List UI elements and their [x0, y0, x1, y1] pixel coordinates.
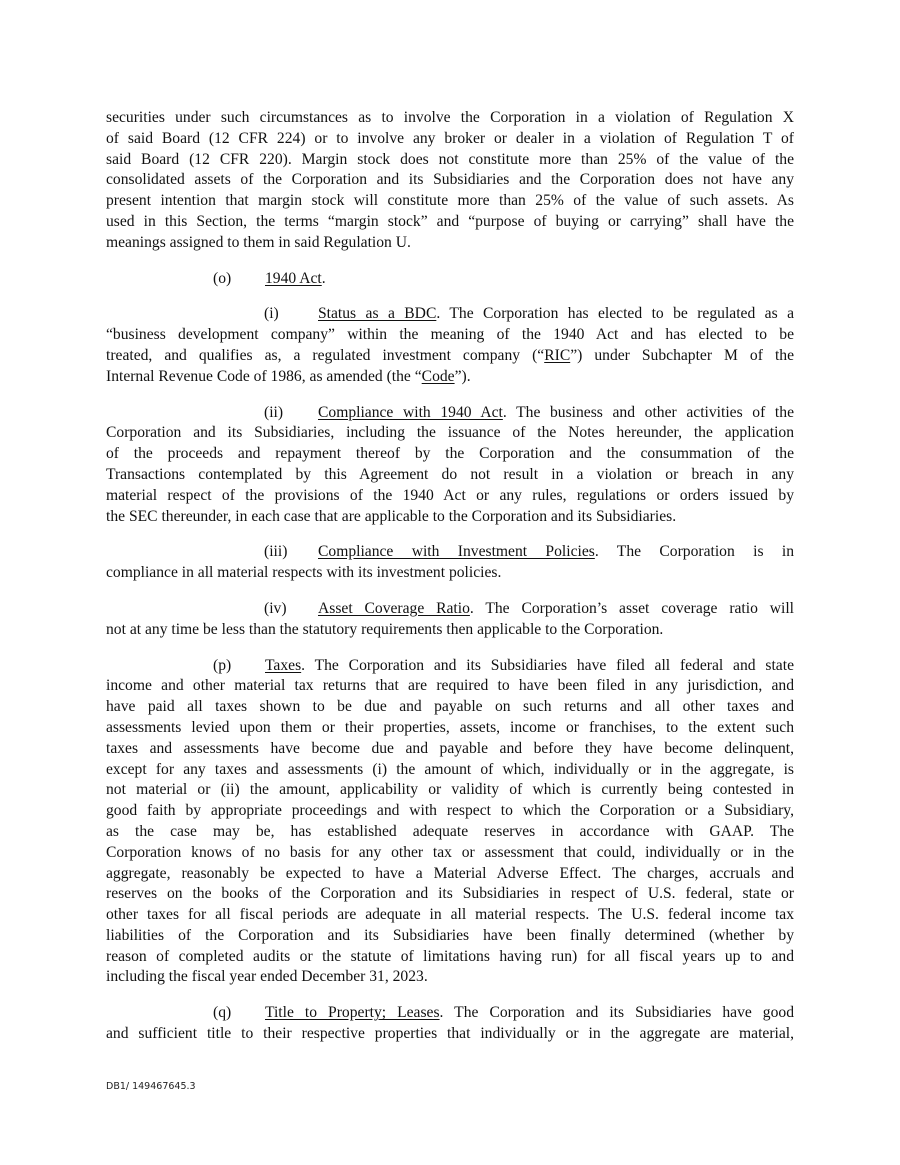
section-iii — [106, 542, 794, 584]
text-line — [106, 346, 794, 367]
text-run: . The Corporation and its Subsidiaries have good — [439, 1004, 794, 1022]
section-label: (iii) — [264, 543, 288, 561]
document-body — [106, 108, 794, 1060]
text-run: . The Corporation has elected to be regulated as a — [436, 305, 794, 323]
text-run: compliance in all material respects with its investment policies. — [106, 564, 502, 582]
text-line — [106, 697, 794, 718]
defined-term: Compliance with 1940 Act — [318, 403, 503, 421]
text-run: income and other material tax returns that are required to have been filed in any jurisdiction, and — [106, 677, 794, 695]
text-line — [106, 563, 794, 584]
section-i — [106, 304, 794, 387]
text-run: reason of completed audits or the statute of limitations having run) for all fiscal years up to and — [106, 947, 794, 965]
text-line — [106, 423, 794, 444]
text-line — [106, 884, 794, 905]
defined-term: Code — [421, 367, 455, 385]
text-run: securities under such circumstances as to involve the Corporation in a violation of Regulation X — [106, 109, 794, 126]
defined-term: RIC — [544, 346, 571, 364]
document-footer-id: DB1/ 149467645.3 — [106, 1081, 196, 1092]
defined-term: 1940 Act — [265, 269, 322, 287]
text-run: of the proceeds and repayment thereof by the Corporation and the consummation of the — [106, 445, 794, 463]
text-line — [106, 403, 794, 424]
text-run: material respect of the provisions of the 1940 Act or any rules, regulations or orders issued by — [106, 486, 794, 504]
text-line — [106, 780, 794, 801]
text-line — [106, 947, 794, 968]
text-line — [106, 801, 794, 822]
text-run: consolidated assets of the Corporation and its Subsidiaries and the Corporation does not have any — [106, 171, 794, 189]
text-run: Transactions contemplated by this Agreement do not result in a violation or breach in any — [106, 465, 794, 483]
text-run: Corporation and its Subsidiaries, including the issuance of the Notes hereunder, the application — [106, 424, 794, 442]
text-run: good faith by appropriate proceedings and with respect to which the Corporation or a Subsidiary, — [106, 802, 794, 820]
section-label: (i) — [264, 305, 279, 323]
text-line — [106, 864, 794, 885]
text-run: . — [321, 269, 326, 287]
section-label: (q) — [213, 1004, 232, 1022]
text-run: of said Board (12 CFR 224) or to involve any broker or dealer in a violation of Regulation T of — [106, 129, 794, 147]
text-line — [106, 212, 794, 233]
text-run: present intention that margin stock will constitute more than 25% of the value of such assets. As — [106, 192, 794, 210]
paragraph — [106, 108, 794, 254]
defined-term: Taxes — [265, 656, 302, 674]
section-iv — [106, 599, 794, 641]
text-line — [106, 444, 794, 465]
text-run: meanings assigned to them in said Regulation U. — [106, 233, 411, 251]
text-run: except for any taxes and assessments (i) the amount of which, individually or in the aggregate, is — [106, 760, 794, 778]
section-q — [106, 1003, 794, 1045]
text-run: and sufficient title to their respective properties that individually or in the aggregate are material, — [106, 1025, 794, 1043]
text-line — [106, 1024, 794, 1045]
text-run: as the case may be, has established adequate reserves in accordance with GAAP. The — [106, 822, 794, 840]
text-run: assessments levied upon them or their properties, assets, income or franchises, to the extent such — [106, 718, 794, 736]
text-line — [106, 676, 794, 697]
text-line — [106, 739, 794, 760]
text-run: not material or (ii) the amount, applicability or validity of which is currently being contested in — [106, 781, 794, 799]
text-line — [106, 843, 794, 864]
text-line — [106, 905, 794, 926]
text-line — [106, 926, 794, 947]
text-run: treated, and qualifies as, a regulated investment company (“ — [106, 346, 545, 364]
text-line — [106, 304, 794, 325]
text-run: . The Corporation is in — [594, 543, 795, 561]
text-run: reserves on the books of the Corporation and its Subsidiaries in respect of U.S. federal, state or — [106, 885, 794, 903]
section-p — [106, 656, 794, 989]
text-line — [106, 150, 794, 171]
text-run: Corporation knows of no basis for any other tax or assessment that could, individually or in the — [106, 843, 794, 861]
text-line — [106, 1003, 794, 1024]
text-line — [106, 507, 794, 528]
section-label: (p) — [213, 656, 232, 674]
text-run: ”). — [454, 367, 471, 385]
text-run: not at any time be less than the statutory requirements then applicable to the Corporation. — [106, 620, 664, 638]
text-run: taxes and assessments have become due and payable and before they have become delinquent, — [106, 739, 794, 757]
text-run: other taxes for all fiscal periods are adequate in all material respects. The U.S. federal income tax — [106, 906, 794, 924]
text-run: liabilities of the Corporation and its Subsidiaries have been finally determined (whether by — [106, 926, 794, 944]
text-line — [106, 129, 794, 150]
section-label: (iv) — [264, 599, 287, 617]
text-line — [106, 486, 794, 507]
text-line — [106, 656, 794, 677]
text-run: . The Corporation and its Subsidiaries have filed all federal and state — [301, 656, 794, 674]
text-run: said Board (12 CFR 220). Margin stock does not constitute more than 25% of the value of the — [106, 150, 794, 168]
section-o — [106, 269, 794, 290]
section-ii — [106, 403, 794, 528]
text-line — [106, 760, 794, 781]
section-label: (ii) — [264, 403, 284, 421]
text-line — [106, 170, 794, 191]
text-line — [106, 269, 794, 290]
text-run: including the fiscal year ended December 31, 2023. — [106, 968, 428, 986]
text-line — [106, 233, 794, 254]
text-run: have paid all taxes shown to be due and payable on such returns and all other taxes and — [106, 698, 794, 716]
text-line — [106, 718, 794, 739]
text-line — [106, 367, 794, 388]
defined-term: Asset Coverage Ratio — [318, 599, 470, 617]
text-run: ”) under Subchapter M of the — [570, 346, 794, 364]
text-run: Internal Revenue Code of 1986, as amended (the “ — [106, 367, 422, 385]
text-run: used in this Section, the terms “margin stock” and “purpose of buying or carrying” shall have the — [106, 212, 794, 230]
text-run: the SEC thereunder, in each case that are applicable to the Corporation and its Subsidiaries. — [106, 507, 677, 525]
text-run: “business development company” within the meaning of the 1940 Act and has elected to be — [106, 326, 794, 344]
text-line — [106, 191, 794, 212]
defined-term: Compliance with Investment Policies — [318, 543, 595, 561]
text-line — [106, 108, 794, 129]
text-line — [106, 967, 794, 988]
text-line — [106, 620, 794, 641]
text-line — [106, 599, 794, 620]
text-line — [106, 465, 794, 486]
defined-term: Title to Property; Leases — [265, 1004, 440, 1022]
section-label: (o) — [213, 269, 232, 287]
defined-term: Status as a BDC — [318, 305, 437, 323]
text-line — [106, 325, 794, 346]
text-run: aggregate, reasonably be expected to have a Material Adverse Effect. The charges, accruals and — [106, 864, 794, 882]
text-line — [106, 822, 794, 843]
text-line — [106, 542, 794, 563]
text-run: . The Corporation’s asset coverage ratio will — [469, 599, 794, 617]
text-run: . The business and other activities of the — [502, 403, 794, 421]
